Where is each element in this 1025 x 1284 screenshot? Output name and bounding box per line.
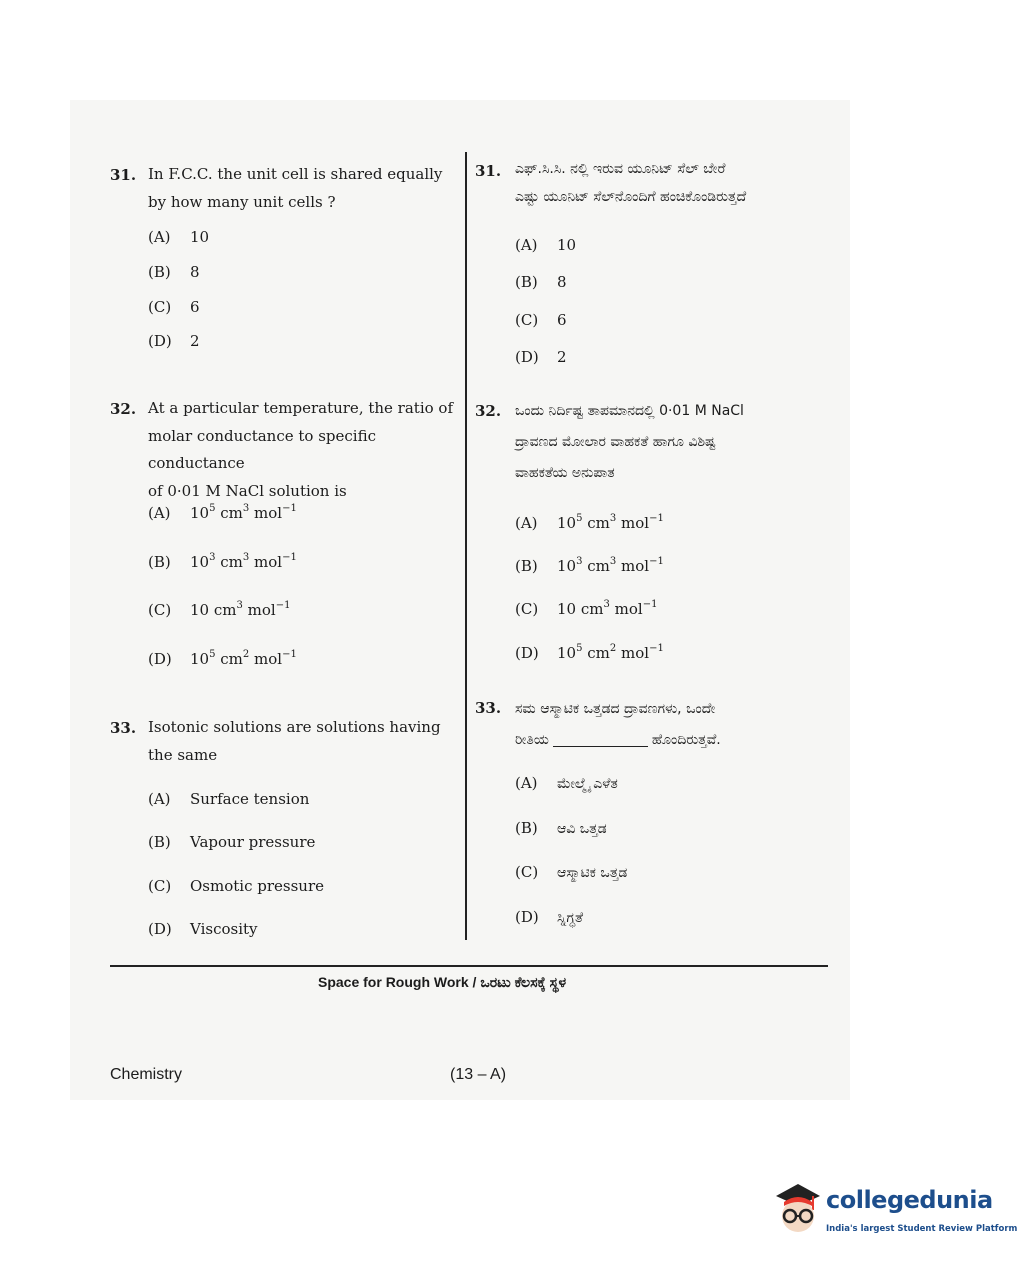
option-label: (B) <box>148 553 171 571</box>
q31-option-a-kn[interactable] <box>515 236 576 254</box>
q31-number-en: 31. <box>110 166 137 184</box>
value-base: 10 <box>190 650 210 668</box>
q32-option-b-kn[interactable] <box>515 557 664 575</box>
option-label: (B) <box>515 819 538 837</box>
q33-line2-kn <box>515 725 833 756</box>
q31-option-a-en[interactable] <box>148 228 209 246</box>
page-number: (13 – A) <box>450 1066 507 1083</box>
option-label: (A) <box>515 774 538 792</box>
q32-option-d-kn[interactable] <box>515 644 664 662</box>
option-label: (C) <box>515 600 539 618</box>
option-label: (C) <box>148 601 172 619</box>
q33-option-b-kn[interactable] <box>515 819 607 837</box>
option-value: ಮೇಲ್ಮೈ ಎಳೆತ <box>557 776 618 792</box>
q31-number-kn: 31. <box>475 162 502 180</box>
value-base: 10 <box>557 557 577 575</box>
q32-text-kn <box>515 396 833 489</box>
q31-line1: In F.C.C. the unit cell is shared equally <box>148 165 443 183</box>
unit: mol <box>616 514 650 532</box>
unit-exp: 3 <box>609 556 617 567</box>
option-label: (C) <box>515 863 539 881</box>
q32-number-en: 32. <box>110 400 137 418</box>
q33-option-a-kn[interactable] <box>515 774 618 792</box>
unit-exp: −1 <box>282 503 297 514</box>
unit: mol <box>249 650 283 668</box>
unit-exp: −1 <box>649 643 664 654</box>
unit: mol <box>616 557 650 575</box>
q32-line1: At a particular temperature, the ratio of <box>148 399 454 417</box>
value-base: 10 <box>557 514 577 532</box>
q33-number-en: 33. <box>110 719 137 737</box>
option-label: (C) <box>148 877 172 895</box>
option-label: (C) <box>148 298 172 316</box>
value-base: 10 <box>190 601 210 619</box>
option-label: (B) <box>515 557 538 575</box>
option-value: 10 <box>557 236 577 254</box>
option-value: 8 <box>557 273 567 291</box>
option-value: Osmotic pressure <box>190 877 324 895</box>
q33-option-d-en[interactable] <box>148 920 258 938</box>
mascot-icon <box>768 1178 826 1248</box>
option-value: Surface tension <box>190 790 310 808</box>
q31-line2-kn: ಎಷ್ಟು ಯೂನಿಟ್ ಸೆಲ್‌ನೊಂದಿಗೆ ಹಂಚಿಕೊಂಡಿರುತ್ತದೆ <box>515 188 747 205</box>
unit-exp: 3 <box>242 503 250 514</box>
option-label: (A) <box>515 514 538 532</box>
option-label: (B) <box>148 263 171 281</box>
q31-option-c-kn[interactable] <box>515 311 567 329</box>
value-base: 10 <box>190 553 210 571</box>
option-label: (A) <box>515 236 538 254</box>
option-label: (D) <box>515 348 539 366</box>
unit: cm <box>582 557 610 575</box>
q32-option-a-en[interactable] <box>148 504 297 522</box>
q32-line3-kn: ವಾಹಕತೆಯ ಅನುಪಾತ <box>515 465 615 481</box>
unit: cm <box>582 514 610 532</box>
unit: mol <box>249 553 283 571</box>
value-base: 10 <box>557 644 577 662</box>
q32-option-a-kn[interactable] <box>515 514 664 532</box>
q32-option-c-kn[interactable] <box>515 600 657 618</box>
option-label: (D) <box>148 332 172 350</box>
q32-text-en <box>148 395 463 505</box>
option-value: ಆವಿ ಒತ್ತಡ <box>557 821 607 837</box>
q32-line1-kn: ಒಂದು ನಿರ್ದಿಷ್ಟ ತಾಪಮಾನದಲ್ಲಿ 0·01 M NaCl <box>515 403 744 419</box>
unit: mol <box>242 601 276 619</box>
q32-number-kn: 32. <box>475 402 502 420</box>
q33-line2: the same <box>148 745 218 764</box>
q32-line3: of 0·01 M NaCl solution is <box>148 481 347 500</box>
unit: cm <box>576 600 604 618</box>
unit: cm <box>209 601 237 619</box>
value-exp: 3 <box>576 556 583 567</box>
unit: cm <box>582 644 610 662</box>
q31-option-d-en[interactable] <box>148 332 200 350</box>
option-label: (B) <box>148 833 171 851</box>
q31-text-kn <box>515 156 830 211</box>
q33-option-c-en[interactable] <box>148 877 324 895</box>
q33-option-d-kn[interactable] <box>515 908 583 926</box>
value-base: 10 <box>190 504 210 522</box>
q32-line2-kn: ದ್ರಾವಣದ ಮೋಲಾರ ವಾಹಕತೆ ಹಾಗೂ ವಿಶಿಷ್ಟ <box>515 434 716 450</box>
option-value: ಸ್ನಿಗ್ಧತೆ <box>557 910 584 926</box>
unit-exp: 3 <box>609 513 617 524</box>
option-label: (A) <box>148 790 171 808</box>
q31-option-b-en[interactable] <box>148 263 200 281</box>
q33-line2a-kn: ರೀತಿಯ <box>515 732 549 748</box>
subject-label: Chemistry <box>110 1066 183 1083</box>
unit-exp: −1 <box>649 513 664 524</box>
unit-exp: 3 <box>242 552 250 563</box>
unit-exp: −1 <box>282 552 297 563</box>
value-exp: 5 <box>576 513 583 524</box>
q32-option-c-en[interactable] <box>148 601 290 619</box>
value-exp: 3 <box>209 552 216 563</box>
q31-line2: by how many unit cells ? <box>148 192 336 211</box>
unit: cm <box>215 553 243 571</box>
unit: mol <box>616 644 650 662</box>
option-label: (C) <box>515 311 539 329</box>
option-label: (D) <box>515 908 539 926</box>
value-base: 10 <box>557 600 577 618</box>
q33-line2b-kn: ಹೊಂದಿರುತ್ತವೆ. <box>651 732 721 748</box>
unit-exp: 3 <box>236 600 243 611</box>
q31-text-en <box>148 161 460 216</box>
unit-exp: −1 <box>275 600 291 611</box>
q33-line1-kn: ಸಮ ಆಸ್ಮಾಟಿಕ ಒತ್ತಡದ ದ್ರಾವಣಗಳು, ಒಂದೇ <box>515 701 716 717</box>
unit: mol <box>609 600 643 618</box>
q31-option-b-kn[interactable] <box>515 273 567 291</box>
unit-exp: −1 <box>282 649 297 660</box>
unit: cm <box>215 650 243 668</box>
unit: mol <box>249 504 283 522</box>
rough-work-label: Space for Rough Work / ಒರಟು ಕೆಲಸಕ್ಕೆ ಸ್ಥಳ <box>318 974 567 990</box>
unit-exp: −1 <box>649 556 664 567</box>
unit-exp: −1 <box>642 599 658 610</box>
option-label: (B) <box>515 273 538 291</box>
option-value: 10 <box>190 228 210 246</box>
option-label: (D) <box>148 650 172 668</box>
unit-exp: 3 <box>603 599 610 610</box>
value-exp: 5 <box>209 503 216 514</box>
option-label: (A) <box>148 504 171 522</box>
value-exp: 5 <box>209 649 216 660</box>
logo-wordmark: collegedunia <box>826 1186 993 1214</box>
unit: cm <box>215 504 243 522</box>
option-value: 2 <box>557 348 567 366</box>
column-divider <box>465 152 467 940</box>
q32-option-d-en[interactable] <box>148 650 297 668</box>
q33-number-kn: 33. <box>475 699 502 717</box>
unit-exp: 2 <box>609 643 617 654</box>
q33-option-a-en[interactable] <box>148 790 309 808</box>
option-value: 2 <box>190 332 200 350</box>
option-value: Vapour pressure <box>190 833 316 851</box>
q31-option-d-kn[interactable] <box>515 348 567 366</box>
option-value: 6 <box>557 311 567 329</box>
unit-exp: 2 <box>242 649 250 660</box>
option-value: 6 <box>190 298 200 316</box>
option-value: 8 <box>190 263 200 281</box>
option-value: Viscosity <box>190 920 258 938</box>
collegedunia-logo[interactable] <box>768 1178 1018 1248</box>
rough-work-divider <box>110 965 828 967</box>
option-label: (D) <box>148 920 172 938</box>
option-label: (D) <box>515 644 539 662</box>
answer-blank <box>553 730 648 747</box>
q32-line2: molar conductance to specific conductance <box>148 426 376 472</box>
q32-option-b-en[interactable] <box>148 553 297 571</box>
q33-option-c-kn[interactable] <box>515 863 627 881</box>
q33-line1: Isotonic solutions are solutions having <box>148 718 441 736</box>
value-exp: 5 <box>576 643 583 654</box>
logo-tagline: India's largest Student Review Platform <box>826 1224 1018 1234</box>
q33-text-en <box>148 714 463 769</box>
option-value: ಆಸ್ಮಾಟಿಕ ಒತ್ತಡ <box>557 865 628 881</box>
option-label: (A) <box>148 228 171 246</box>
q31-option-c-en[interactable] <box>148 298 200 316</box>
q31-line1-kn: ಎಫ್.ಸಿ.ಸಿ. ನಲ್ಲಿ ಇರುವ ಯೂನಿಟ್ ಸೆಲ್ ಬೇರೆ <box>515 161 726 177</box>
exam-page <box>70 100 850 1100</box>
q33-text-kn <box>515 694 833 756</box>
q33-option-b-en[interactable] <box>148 833 315 851</box>
